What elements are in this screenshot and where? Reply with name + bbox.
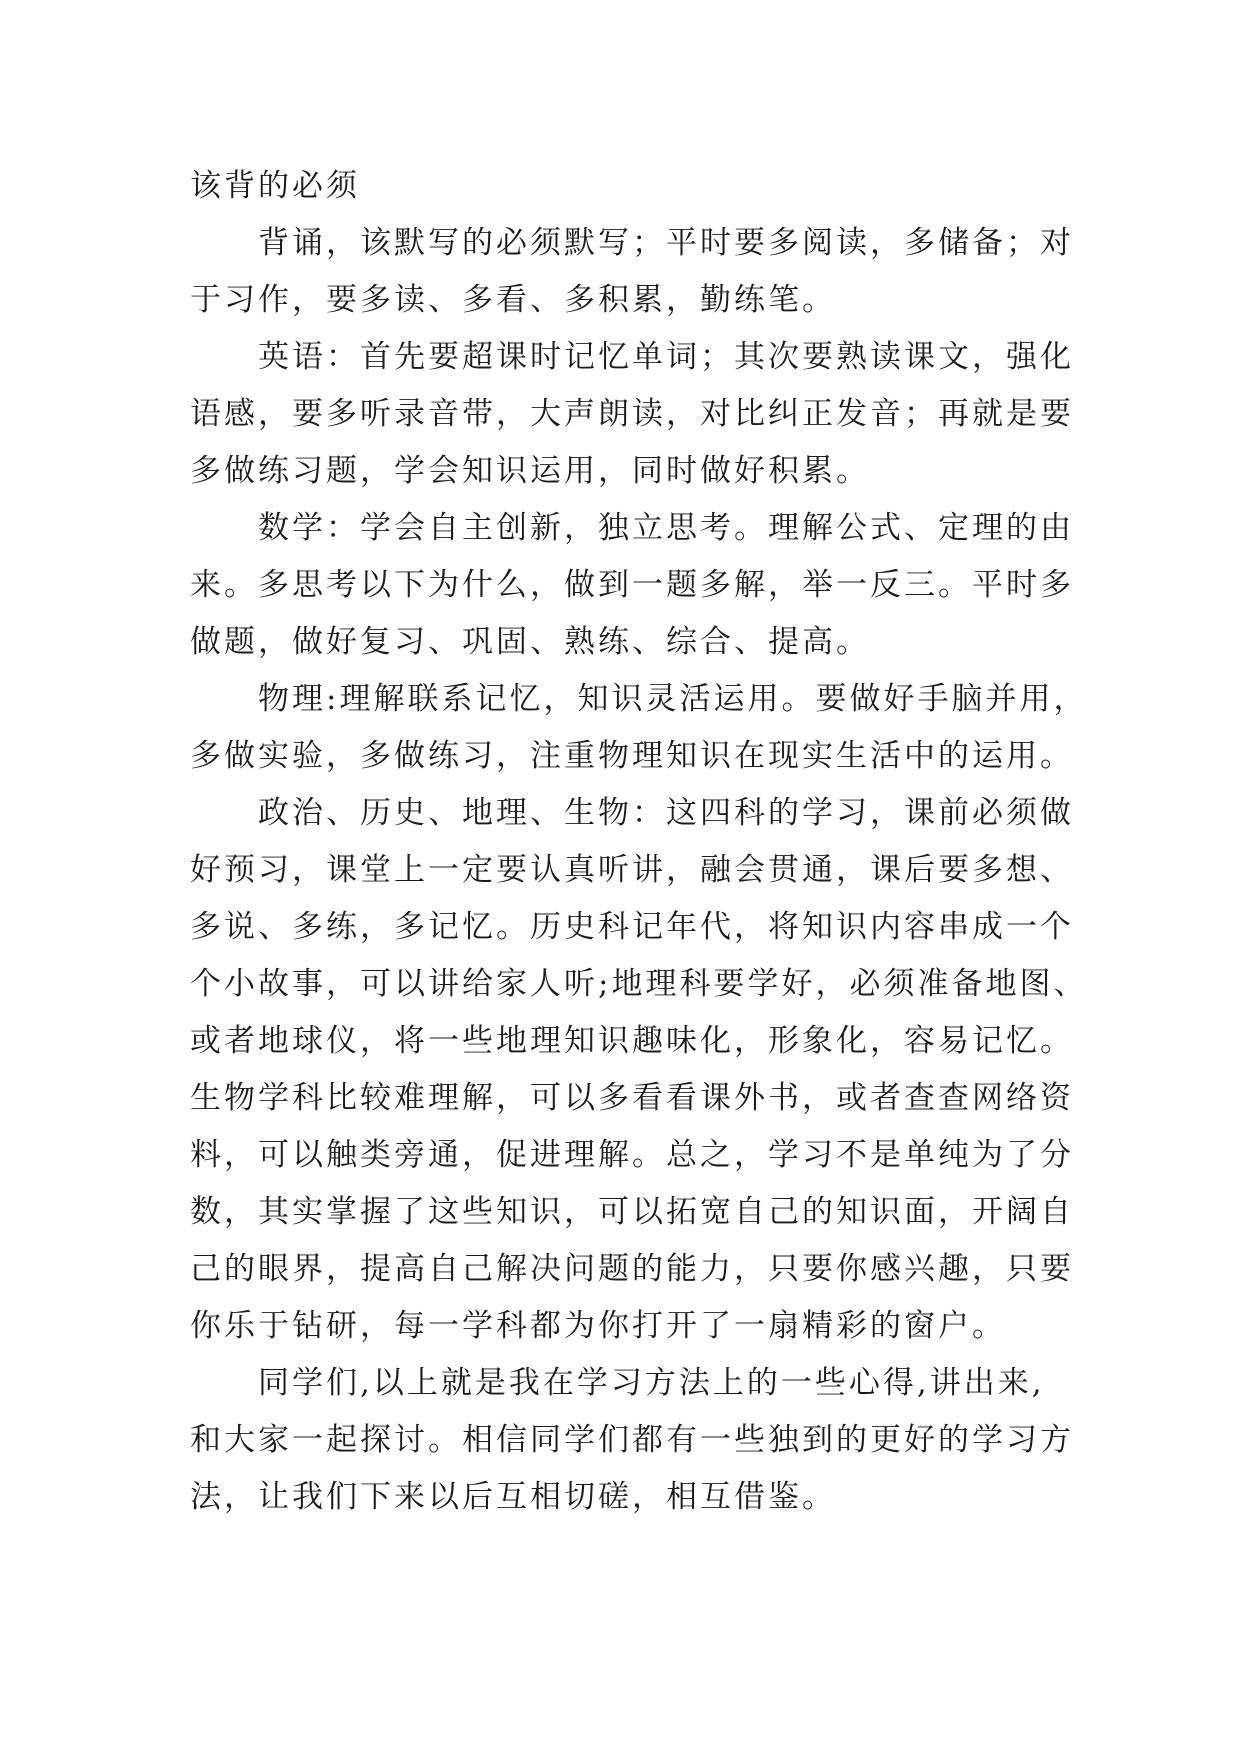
text-line: 你乐于钻研，每一学科都为你打开了一扇精彩的窗户。	[190, 1308, 1006, 1344]
text-line: 该背的必须	[190, 168, 360, 204]
text-line: 多做练习题，学会知识运用，同时做好积累。	[190, 453, 870, 489]
text-line: 好预习，课堂上一定要认真听讲，融会贯通，课后要多想、	[190, 852, 1074, 888]
text-line: 法，让我们下来以后互相切磋，相互借鉴。	[190, 1479, 836, 1515]
text-line: 或者地球仪，将一些地理知识趣味化，形象化，容易记忆。	[190, 1023, 1074, 1059]
text-line: 多做实验，多做练习，注重物理知识在现实生活中的运用。	[190, 738, 1074, 774]
text-line: 语感，要多听录音带，大声朗读，对比纠正发音；再就是要	[190, 396, 1074, 432]
text-line: 多说、多练，多记忆。历史科记年代，将知识内容串成一个	[190, 909, 1074, 945]
text-line: 物理:理解联系记忆，知识灵活运用。要做好手脑并用，	[258, 681, 1088, 717]
paragraph-continuation	[190, 158, 1050, 215]
text-line: 背诵，该默写的必须默写；平时要多阅读，多储备；对	[258, 225, 1074, 261]
paragraph-chinese	[190, 215, 1074, 329]
document-body	[190, 158, 1088, 1526]
text-line: 英语：首先要超课时记忆单词；其次要熟读课文，强化	[258, 339, 1074, 375]
paragraph-math	[190, 500, 1074, 671]
paragraph-physics	[190, 671, 1088, 785]
text-line: 政治、历史、地理、生物：这四科的学习，课前必须做	[258, 795, 1074, 831]
paragraph-closing	[190, 1355, 1074, 1526]
text-line: 于习作，要多读、多看、多积累，勤练笔。	[190, 282, 836, 318]
text-line: 数，其实掌握了这些知识，可以拓宽自己的知识面，开阔自	[190, 1194, 1074, 1230]
paragraph-english	[190, 329, 1074, 500]
text-line: 和大家一起探讨。相信同学们都有一些独到的更好的学习方	[190, 1422, 1074, 1458]
text-line: 个小故事，可以讲给家人听;地理科要学好，必须准备地图、	[190, 966, 1088, 1002]
text-line: 己的眼界，提高自己解决问题的能力，只要你感兴趣，只要	[190, 1251, 1074, 1287]
text-line: 数学：学会自主创新，独立思考。理解公式、定理的由	[258, 510, 1074, 546]
text-line: 来。多思考以下为什么，做到一题多解，举一反三。平时多	[190, 567, 1074, 603]
text-line: 同学们,以上就是我在学习方法上的一些心得,讲出来,	[258, 1365, 1045, 1401]
text-line: 料，可以触类旁通，促进理解。总之，学习不是单纯为了分	[190, 1137, 1074, 1173]
paragraph-humanities	[190, 785, 1088, 1355]
text-line: 生物学科比较难理解，可以多看看课外书，或者查查网络资	[190, 1080, 1074, 1116]
text-line: 做题，做好复习、巩固、熟练、综合、提高。	[190, 624, 870, 660]
